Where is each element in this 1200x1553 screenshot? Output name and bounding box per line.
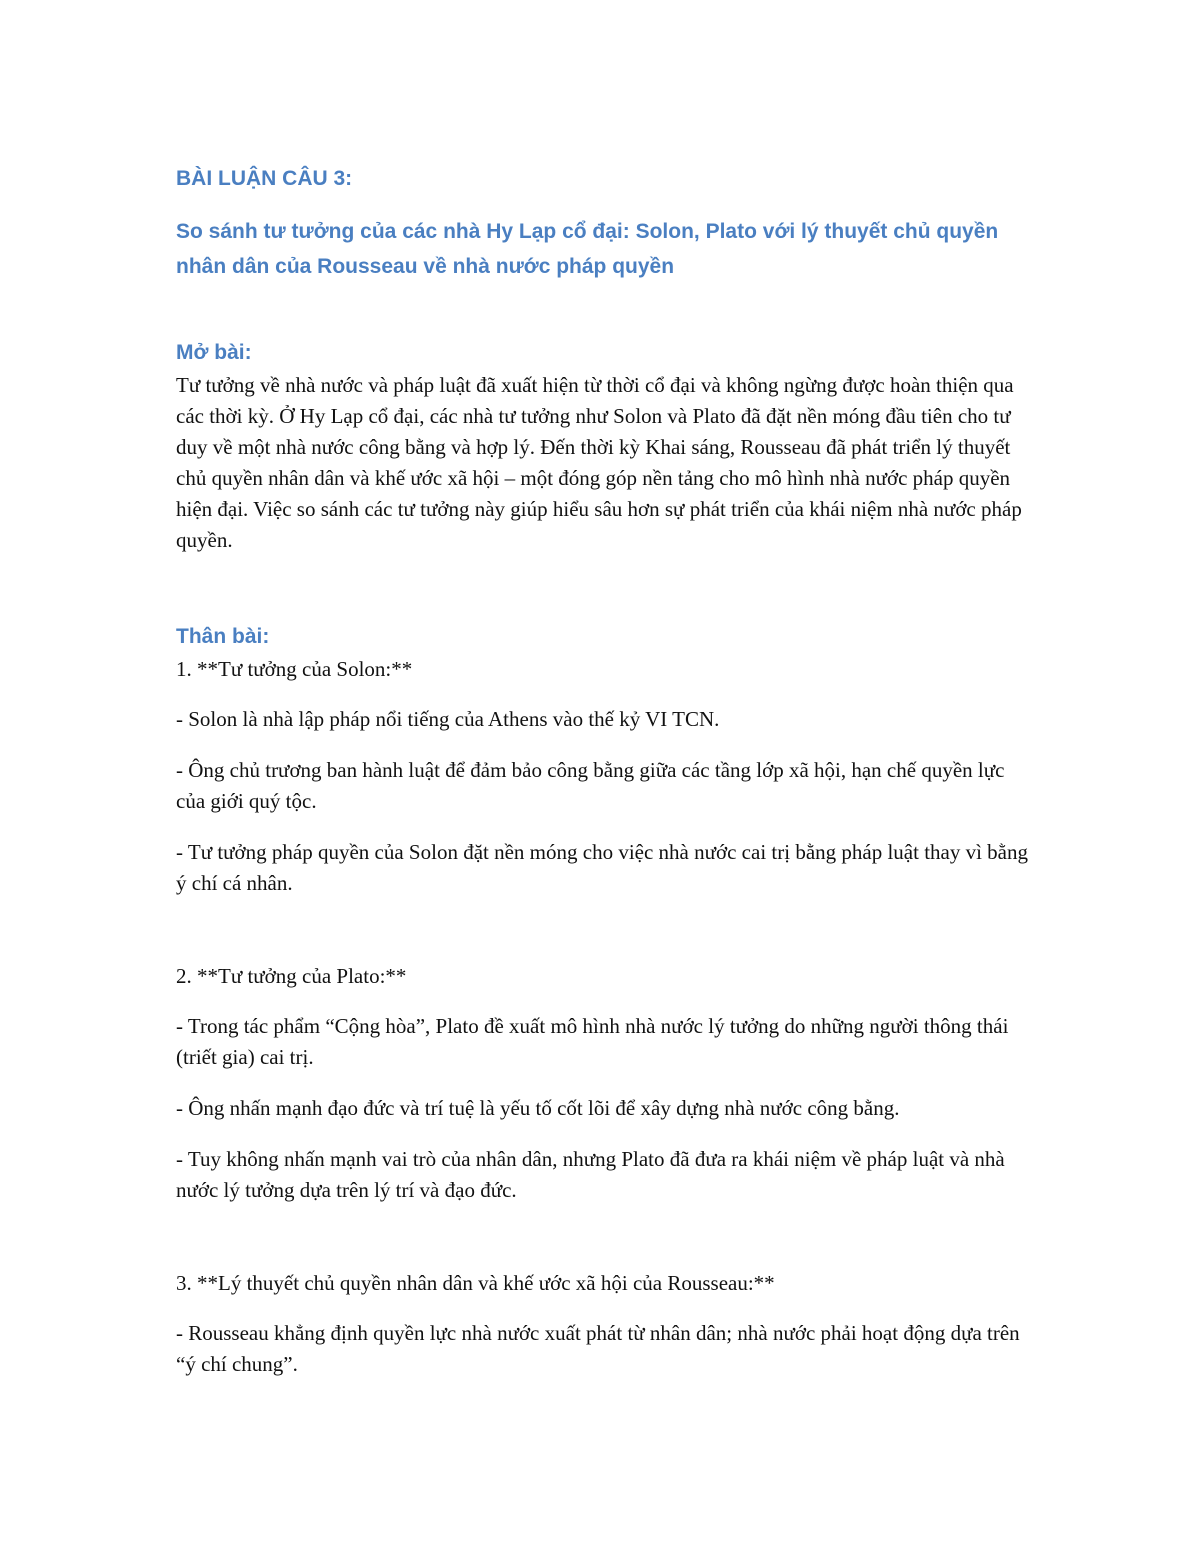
- section-rousseau: [176, 1268, 1036, 1380]
- body-heading: Thân bài:: [176, 625, 270, 648]
- section-title: 2. **Tư tưởng của Plato:**: [176, 964, 407, 988]
- essay-label: BÀI LUẬN CÂU 3:: [176, 167, 353, 190]
- section-plato: [176, 961, 1036, 1206]
- section-bullet: - Ông chủ trương ban hành luật để đảm bảo công bằng giữa các tầng lớp xã hội, hạn chế quyền lực của giới quý tộc.: [176, 758, 1005, 813]
- section-bullet: - Trong tác phẩm “Cộng hòa”, Plato đề xuất mô hình nhà nước lý tưởng do những người thông thái (triết gia) cai trị.: [176, 1014, 1009, 1069]
- intro-heading: Mở bài:: [176, 341, 252, 364]
- section-title: 3. **Lý thuyết chủ quyền nhân dân và khế ước xã hội của Rousseau:**: [176, 1271, 775, 1295]
- intro-paragraph: Tư tưởng về nhà nước và pháp luật đã xuất hiện từ thời cổ đại và không ngừng được hoàn thiện qua các thời kỳ. Ở Hy Lạp cổ đại, các nhà tư tưởng như Solon và Plato đã đặt nền móng đầu tiên cho tư duy về một nhà nước công bằng và hợp lý. Đến thời kỳ Khai sáng, Rousseau đã phát triển lý thuyết chủ quyền nhân dân và khế ước xã hội – một đóng góp nền tảng cho mô hình nhà nước pháp quyền hiện đại. Việc so sánh các tư tưởng này giúp hiểu sâu hơn sự phát triển của khái niệm nhà nước pháp quyền.: [176, 373, 1022, 552]
- essay-title: So sánh tư tưởng của các nhà Hy Lạp cổ đại: Solon, Plato với lý thuyết chủ quyền nhân dân của Rousseau về nhà nước pháp quyền: [176, 220, 999, 278]
- section-bullet: - Solon là nhà lập pháp nổi tiếng của Athens vào thế kỷ VI TCN.: [176, 707, 720, 731]
- section-bullet: - Rousseau khẳng định quyền lực nhà nước xuất phát từ nhân dân; nhà nước phải hoạt động dựa trên “ý chí chung”.: [176, 1321, 1020, 1376]
- section-solon: [176, 654, 1036, 899]
- section-title: 1. **Tư tưởng của Solon:**: [176, 657, 413, 681]
- document-content: [176, 160, 1036, 1380]
- section-bullet: - Tư tưởng pháp quyền của Solon đặt nền móng cho việc nhà nước cai trị bằng pháp luật thay vì bằng ý chí cá nhân.: [176, 840, 1029, 895]
- section-bullet: - Ông nhấn mạnh đạo đức và trí tuệ là yếu tố cốt lõi để xây dựng nhà nước công bằng.: [176, 1096, 900, 1120]
- section-bullet: - Tuy không nhấn mạnh vai trò của nhân dân, nhưng Plato đã đưa ra khái niệm về pháp luật và nhà nước lý tưởng dựa trên lý trí và đạo đức.: [176, 1147, 1005, 1202]
